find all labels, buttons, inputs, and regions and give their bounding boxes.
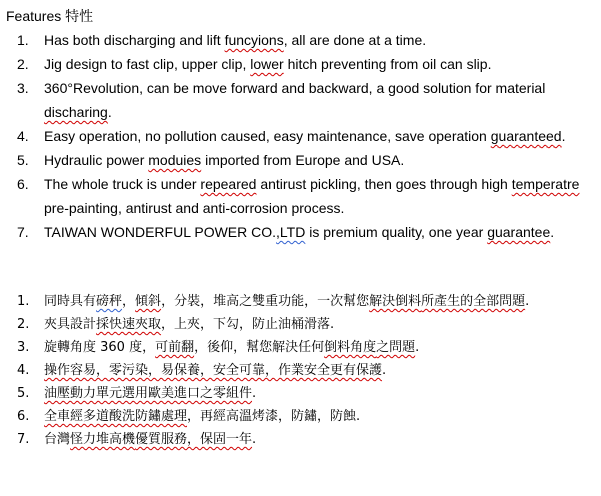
list-item-number: 2. bbox=[17, 317, 30, 332]
english-list-item bbox=[0, 220, 601, 244]
list-item-text: 旋轉角度 360 度， bbox=[44, 340, 156, 355]
list-item-text: 操作容易，零污染，易保養，安全可靠，作業安全更有保護 bbox=[44, 363, 383, 378]
list-item-text: 之問題 bbox=[376, 340, 416, 355]
english-list-item bbox=[0, 76, 601, 124]
list-item-number: 7. bbox=[17, 432, 30, 447]
list-item-text: 解決倒料 bbox=[369, 294, 422, 309]
list-item-text: . bbox=[550, 224, 555, 240]
list-item-text: . bbox=[252, 386, 257, 401]
list-item-text: discharing bbox=[44, 104, 108, 120]
list-item-text: moduies bbox=[148, 152, 202, 168]
list-item-text: 全車經多道酸洗防鏽處理 bbox=[44, 409, 188, 424]
list-item-text: is premium quality, one year bbox=[305, 224, 488, 240]
list-item-text: The whole truck is under bbox=[44, 176, 201, 192]
list-item-text: . bbox=[525, 294, 530, 309]
list-item-text: Has both discharging and lift bbox=[44, 32, 225, 48]
list-item-text: antirust pickling, then goes through high bbox=[256, 176, 512, 192]
list-item-text: . bbox=[561, 128, 566, 144]
list-item-text: guaranteed bbox=[490, 128, 562, 144]
chinese-list-item bbox=[0, 428, 601, 451]
list-item-text: pre-painting, antirust and anti-corrosion process. bbox=[44, 200, 345, 216]
list-item-text: 怪力堆高機 bbox=[70, 432, 136, 447]
page-title: Features 特性 bbox=[6, 8, 94, 24]
chinese-list-item bbox=[0, 405, 601, 428]
list-item-text: funcyions bbox=[224, 32, 284, 48]
list-item-number: 1. bbox=[17, 294, 30, 309]
list-item-text: repeared bbox=[200, 176, 257, 192]
list-item-text: 可前翻 bbox=[155, 340, 195, 355]
list-item-text: hitch preventing from oil can slip. bbox=[283, 56, 492, 72]
list-item-text: lower bbox=[250, 56, 284, 72]
list-item-number: 2. bbox=[17, 56, 29, 72]
chinese-list-item bbox=[0, 359, 601, 382]
english-list-item bbox=[0, 52, 601, 76]
chinese-feature-list bbox=[0, 290, 601, 451]
list-item-text: Easy operation, no pollution caused, easy maintenance, save operation bbox=[44, 128, 491, 144]
list-item-text: Jig design to fast clip, upper clip, bbox=[44, 56, 251, 72]
english-list-item bbox=[0, 172, 601, 220]
english-list-item bbox=[0, 148, 601, 172]
list-item-text: 台灣 bbox=[44, 432, 71, 447]
list-item-text: 優質服務，保固一年 bbox=[135, 432, 253, 447]
list-item-text: 傾斜 bbox=[135, 294, 162, 309]
list-item-text: 磅秤 bbox=[96, 294, 123, 309]
list-item-text: . bbox=[415, 340, 420, 355]
list-item-number: 3. bbox=[17, 340, 30, 355]
list-item-text: temperatre bbox=[511, 176, 580, 192]
list-item-number: 1. bbox=[17, 32, 29, 48]
list-item-text: . bbox=[252, 432, 257, 447]
list-item-number: 7. bbox=[17, 224, 29, 240]
list-item-text: ，後仰，幫您解決任何 bbox=[194, 340, 325, 355]
list-item-text: 油壓動力單元選用歐美進口之零組件 bbox=[44, 386, 253, 401]
list-item-text: 夾具設計 bbox=[44, 317, 97, 332]
list-item-text: 所產生的全部問題 bbox=[421, 294, 526, 309]
english-list-item bbox=[0, 28, 601, 52]
list-item-text: . bbox=[382, 363, 387, 378]
list-item-text: ， bbox=[122, 294, 136, 309]
list-item-text: ，再經高溫烤漆，防鏽，防蝕. bbox=[187, 409, 361, 424]
list-item-text: 同時具有 bbox=[44, 294, 97, 309]
list-item-text: guarantee bbox=[487, 224, 551, 240]
english-feature-list bbox=[0, 28, 601, 244]
list-item-text: . bbox=[107, 104, 112, 120]
list-item-text: ,LTD bbox=[276, 224, 306, 240]
list-item-number: 3. bbox=[17, 80, 29, 96]
list-item-text: ，上夾，下勾，防止油桶滑落. bbox=[161, 317, 335, 332]
list-item-text: Hydraulic power bbox=[44, 152, 149, 168]
list-item-text: 360°Revolution, can be move forward and backward, a good solution for material bbox=[44, 80, 546, 96]
chinese-list-item bbox=[0, 382, 601, 405]
list-item-text: 倒料角度 bbox=[324, 340, 377, 355]
list-item-text: TAIWAN WONDERFUL POWER CO. bbox=[44, 224, 277, 240]
list-item-number: 5. bbox=[17, 152, 29, 168]
list-item-number: 6. bbox=[17, 176, 29, 192]
english-list-item bbox=[0, 124, 601, 148]
chinese-list-item bbox=[0, 313, 601, 336]
list-item-number: 6. bbox=[17, 409, 30, 424]
list-item-text: ，分裝，堆高之雙重功能，一次幫您 bbox=[161, 294, 370, 309]
chinese-list-item bbox=[0, 290, 601, 313]
list-item-text: , all are done at a time. bbox=[283, 32, 427, 48]
list-item-number: 4. bbox=[17, 128, 29, 144]
list-item-number: 5. bbox=[17, 386, 30, 401]
list-item-text: 採快速夾取 bbox=[96, 317, 162, 332]
list-item-number: 4. bbox=[17, 363, 30, 378]
list-item-text: imported from Europe and USA. bbox=[201, 152, 405, 168]
chinese-list-item bbox=[0, 336, 601, 359]
